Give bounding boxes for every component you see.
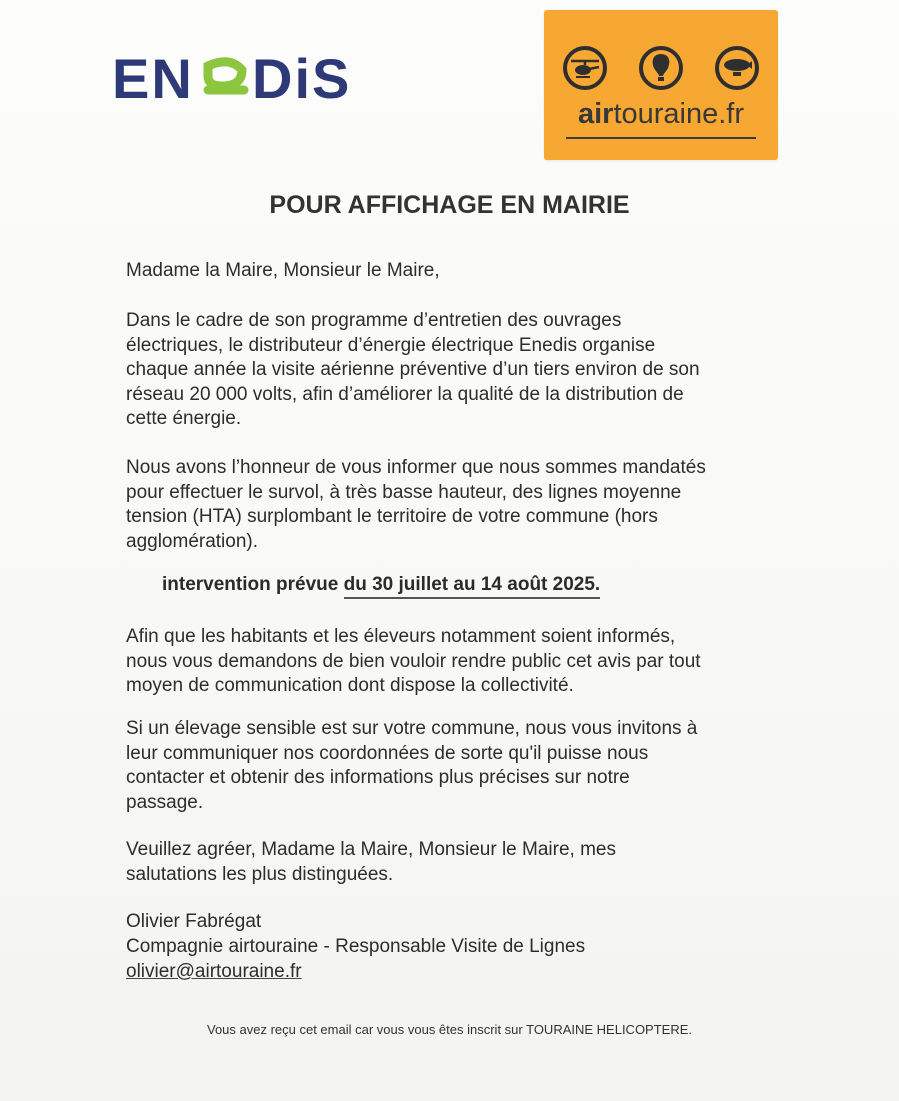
airtouraine-logo xyxy=(544,10,778,160)
paragraph-2-line: tension (HTA) surplombant le territoire de votre commune (hors xyxy=(126,506,658,527)
airtouraine-underline xyxy=(566,137,756,139)
signature-email-link[interactable]: olivier@airtouraine.fr xyxy=(126,961,302,982)
page-title: POUR AFFICHAGE EN MAIRIE xyxy=(269,191,630,219)
paragraph-1-line: chaque année la visite aérienne préventive d’un tiers environ de son xyxy=(126,359,700,380)
paragraph-4-line: passage. xyxy=(126,791,204,813)
airtouraine-icons xyxy=(544,45,778,95)
enedis-logo-graphic xyxy=(112,46,352,110)
paragraph-5-line: Veuillez agréer, Madame la Maire, Monsieur le Maire, mes xyxy=(126,839,616,860)
svg-text:DiS: DiS xyxy=(252,47,352,110)
paragraph-2-line: agglomération). xyxy=(126,530,259,552)
airtouraine-wordmark xyxy=(544,98,778,131)
airtouraine-wordmark-rest: touraine.fr xyxy=(613,98,745,130)
paragraph-2 xyxy=(126,456,766,554)
paragraph-3-line: moyen de communication dont dispose la collectivité. xyxy=(126,675,574,696)
svg-text:EN: EN xyxy=(112,47,194,110)
paragraph-3 xyxy=(126,625,766,699)
salutation: Madame la Maire, Monsieur le Maire, xyxy=(126,260,440,281)
paragraph-1 xyxy=(126,309,766,432)
paragraph-1-line: cette énergie. xyxy=(126,408,242,429)
hot-air-balloon-icon xyxy=(638,45,684,91)
paragraph-5-line: salutations les plus distinguées. xyxy=(126,863,394,885)
helicopter-icon xyxy=(562,45,608,91)
airship-icon xyxy=(714,45,760,91)
paragraph-4 xyxy=(126,717,766,815)
paragraph-4-line: leur communiquer nos coordonnées de sorte qu'il puisse nous xyxy=(126,742,649,764)
signature-role: Compagnie airtouraine - Responsable Visite de Lignes xyxy=(126,936,586,957)
paragraph-1-line: électriques, le distributeur d’énergie électrique Enedis organise xyxy=(126,334,656,356)
intervention-dates xyxy=(162,574,600,596)
enedis-leaf-mark xyxy=(208,62,244,90)
intervention-lead: intervention prévue xyxy=(162,574,344,595)
paragraph-2-line: pour effectuer le survol, à très basse hauteur, des lignes moyenne xyxy=(126,481,682,503)
signature-block xyxy=(126,909,585,984)
paragraph-5 xyxy=(126,838,766,887)
footer-notice: Vous avez reçu cet email car vous vous êtes inscrit sur TOURAINE HELICOPTERE. xyxy=(206,1022,693,1037)
intervention-date-range: du 30 juillet au 14 août 2025. xyxy=(344,574,601,599)
paragraph-1-line: réseau 20 000 volts, afin d’améliorer la qualité de la distribution de xyxy=(126,383,684,405)
enedis-logo xyxy=(112,46,352,110)
signature-name: Olivier Fabrégat xyxy=(126,911,262,932)
paragraph-3-line: Afin que les habitants et les éleveurs notamment soient informés, xyxy=(126,626,676,647)
paragraph-3-line: nous vous demandons de bien vouloir rendre public cet avis par tout xyxy=(126,650,701,672)
paragraph-4-line: Si un élevage sensible est sur votre commune, nous vous invitons à xyxy=(126,718,698,739)
paragraph-2-line: Nous avons l’honneur de vous informer que nous sommes mandatés xyxy=(126,457,706,478)
airtouraine-wordmark-bold: air xyxy=(577,98,614,130)
paragraph-1-line: Dans le cadre de son programme d’entretien des ouvrages xyxy=(126,310,622,331)
paragraph-4-line: contacter et obtenir des informations plus précises sur notre xyxy=(126,767,630,788)
